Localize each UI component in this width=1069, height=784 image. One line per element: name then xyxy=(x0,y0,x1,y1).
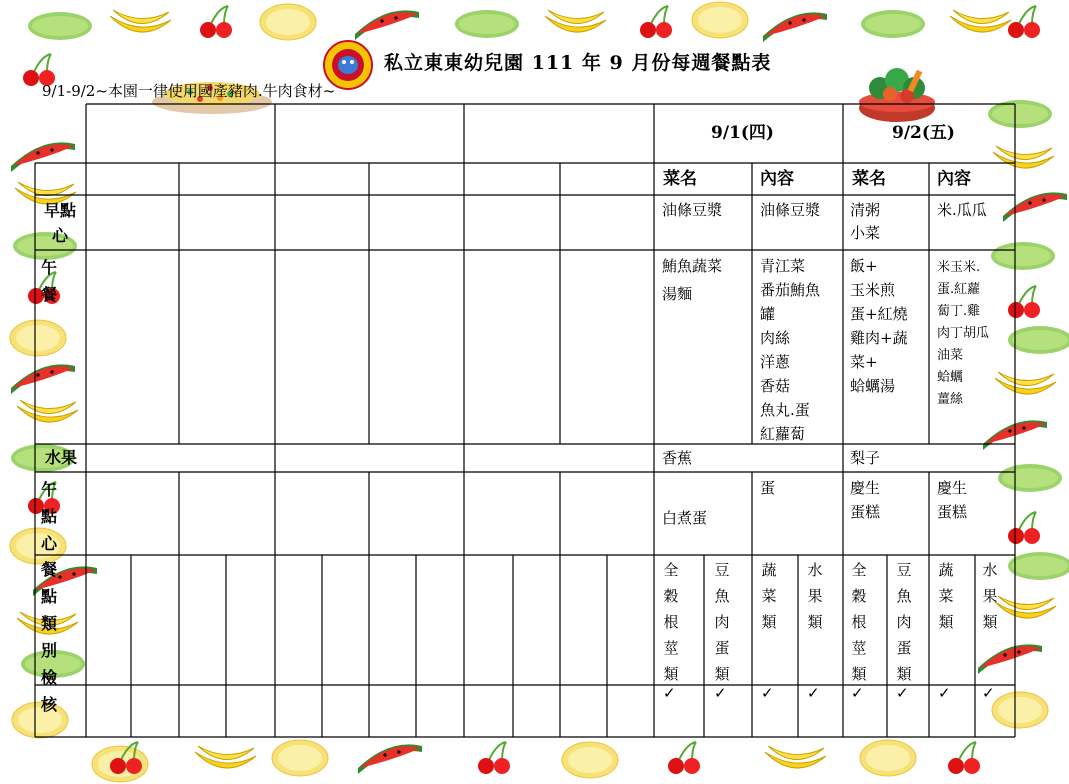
fri-snack-dish-2: 蛋糕 xyxy=(850,503,881,521)
check-mark: ✓ xyxy=(938,684,951,702)
day-header-thu: 9/1(四) xyxy=(711,123,774,143)
col-content-fri: 內容 xyxy=(937,169,971,189)
fri-snack-dish-1: 慶生 xyxy=(850,479,881,497)
fri-lunch-dish-line: 菜+ xyxy=(850,353,878,371)
col-content-thu: 內容 xyxy=(760,169,794,189)
thu-lunch-content-line: 魚丸.蛋 xyxy=(760,401,810,419)
fri-lunch-content-line: 肉丁胡瓜 xyxy=(937,326,990,341)
thu-breakfast-dish: 油條豆漿 xyxy=(662,201,723,219)
category-label: 蔬菜類 xyxy=(761,561,777,631)
fri-lunch-content-line: 蛤蠣 xyxy=(937,370,964,385)
fri-breakfast-dish-2: 小菜 xyxy=(850,224,881,242)
check-mark: ✓ xyxy=(807,684,820,702)
thu-lunch-dish-2: 湯麵 xyxy=(662,285,693,303)
fri-fruit: 梨子 xyxy=(850,449,881,467)
category-label: 全穀根莖類 xyxy=(663,561,679,683)
category-label: 水果類 xyxy=(982,561,998,631)
thu-snack-dish: 白煮蛋 xyxy=(662,509,708,527)
check-mark: ✓ xyxy=(761,684,774,702)
fri-lunch-content-line: 油菜 xyxy=(937,348,964,363)
row-label-lunch: 午餐 xyxy=(40,258,57,304)
thu-fruit: 香蕉 xyxy=(662,449,693,467)
fri-breakfast-content: 米.瓜瓜 xyxy=(937,201,987,219)
row-label-check: 餐點類別檢核 xyxy=(40,560,57,714)
category-label: 水果類 xyxy=(807,561,823,631)
check-mark: ✓ xyxy=(714,684,727,702)
fri-snack-content-2: 蛋糕 xyxy=(937,503,968,521)
category-label: 豆魚肉蛋類 xyxy=(896,561,912,683)
day-header-fri: 9/2(五) xyxy=(892,123,955,143)
thu-lunch-content-line: 洋蔥 xyxy=(760,353,791,371)
check-mark: ✓ xyxy=(663,684,676,702)
thu-lunch-content-line: 肉絲 xyxy=(760,329,791,347)
check-mark: ✓ xyxy=(851,684,864,702)
check-mark: ✓ xyxy=(982,684,995,702)
menu-note: 9/1-9/2~本園一律使用國產豬肉.牛肉食材~ xyxy=(42,82,336,100)
thu-lunch-content-line: 罐 xyxy=(760,305,776,323)
fri-lunch-dish-line: 雞肉+蔬 xyxy=(850,329,908,347)
thu-snack-content: 蛋 xyxy=(760,479,776,497)
category-label: 蔬菜類 xyxy=(938,561,954,631)
fri-lunch-dish-line: 蛋+紅燒 xyxy=(850,305,908,323)
fri-lunch-dish-line: 玉米煎 xyxy=(850,281,896,299)
page-title: 私立東東幼兒園 111 年 9 月份每週餐點表 xyxy=(384,52,772,74)
fri-lunch-dish-line: 蛤蠣湯 xyxy=(850,377,896,395)
row-label-breakfast: 早點心 xyxy=(43,201,76,245)
thu-lunch-content-line: 青江菜 xyxy=(760,257,806,275)
fri-lunch-content-line: 蛋.紅蘿 xyxy=(937,282,981,297)
fri-snack-content-1: 慶生 xyxy=(937,479,968,497)
thu-lunch-dish-1: 鮪魚蔬菜 xyxy=(662,257,723,275)
category-label: 豆魚肉蛋類 xyxy=(714,561,730,683)
col-dish-fri: 菜名 xyxy=(852,169,886,189)
fri-breakfast-dish-1: 清粥 xyxy=(850,201,881,219)
thu-lunch-content-line: 紅蘿蔔 xyxy=(760,425,806,443)
fri-lunch-content-line: 薑絲 xyxy=(937,392,964,407)
check-mark: ✓ xyxy=(896,684,909,702)
fri-lunch-content-line: 蔔丁.雞 xyxy=(937,304,981,319)
fri-lunch-content-line: 米玉米. xyxy=(937,260,981,275)
row-label-fruit: 水果 xyxy=(44,448,77,467)
col-dish-thu: 菜名 xyxy=(663,169,697,189)
fri-lunch-dish-line: 飯+ xyxy=(850,257,878,275)
category-label: 全穀根莖類 xyxy=(851,561,867,683)
thu-breakfast-content: 油條豆漿 xyxy=(760,201,821,219)
row-label-snack: 午點心 xyxy=(40,480,57,553)
thu-lunch-content-line: 香菇 xyxy=(760,377,791,395)
thu-lunch-content-line: 番茄鮪魚 xyxy=(760,281,821,299)
